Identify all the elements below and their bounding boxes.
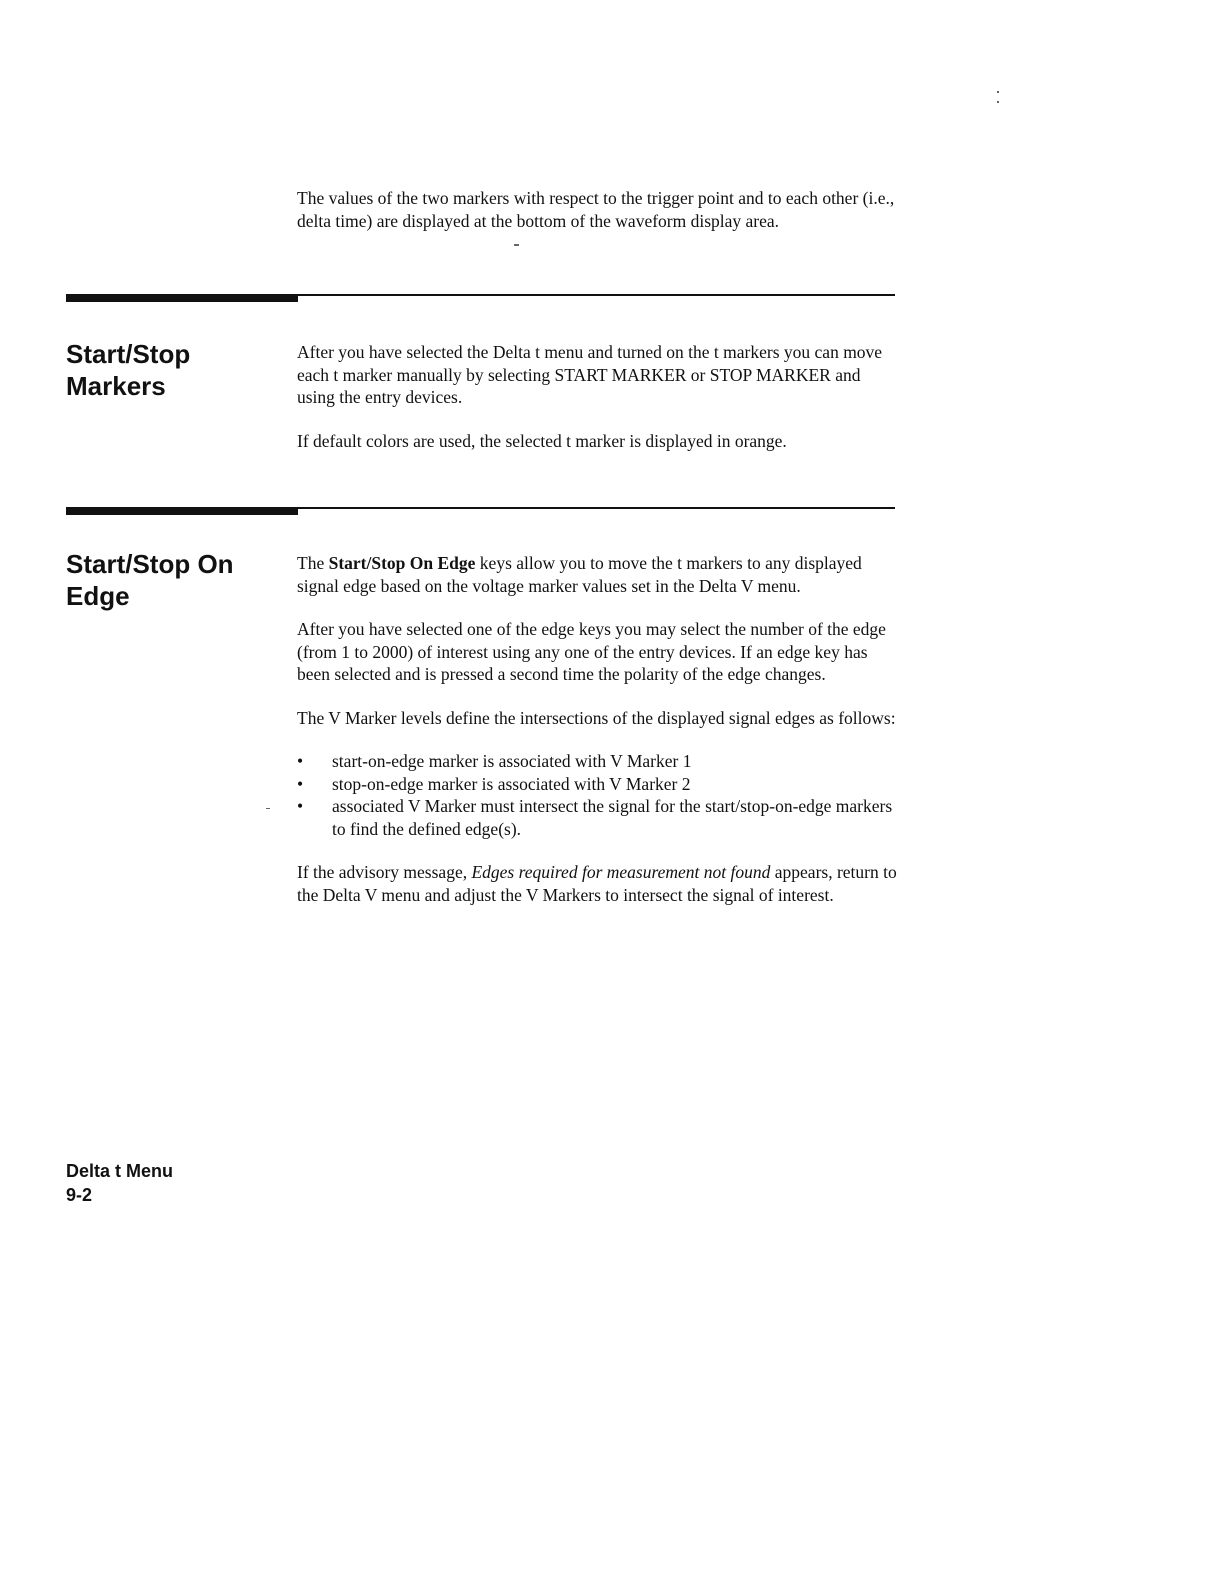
scan-speck [997,91,999,93]
p1-lead: The [297,553,329,573]
scan-speck [997,101,999,103]
list-item [297,773,897,796]
section-divider [66,294,895,302]
list-item [297,795,897,840]
section1-paragraph-2: If default colors are used, the selected t marker is displayed in orange. [297,430,787,451]
section-heading-start-stop-on-edge: Start/Stop On Edge [66,549,234,611]
divider-thick-bar [66,294,298,302]
intro-block [297,187,897,232]
bullet-icon: • [297,751,304,771]
bullet-icon: • [297,796,304,816]
intro-paragraph: The values of the two markers with respect to the trigger point and to each other (i.e., delta time) are displayed at the bottom of the waveform display area. [297,188,895,231]
footer-chapter-title: Delta t Menu [66,1161,174,1181]
section2-paragraph-4 [297,861,897,906]
section1-body [297,341,897,452]
section2-body [297,552,897,906]
list-item [297,750,897,773]
p4-lead: If the advisory message, [297,862,472,882]
p4-tail: appears, return to the Delta V menu and adjust the V Markers to intersect the signal of interest. [297,862,897,905]
section1-paragraph-1: After you have selected the Delta t menu and turned on the t markers you can move each t marker manually by selecting START MARKER or STOP MARKER and using the entry devices. [297,342,883,407]
section-divider [66,507,895,515]
key-name-start-stop-on-edge: Start/Stop On Edge [328,553,476,573]
divider-thin-line [298,294,895,296]
page-number: 9-2 [66,1185,93,1205]
bullet-icon: • [297,773,304,794]
section-heading-start-stop-markers: Start/Stop Markers [66,339,191,401]
section2-paragraph-3: The V Marker levels define the intersections of the displayed signal edges as follows: [297,707,896,728]
page-footer [66,1159,173,1207]
section2-paragraph-2: After you have selected one of the edge keys you may select the number of the edge (from 1 to 2000) of interest using any one of the entry devices. If an edge key has been selected and is pressed a second time the polarity of the edge changes. [297,619,886,684]
scan-speck [266,808,270,809]
divider-thick-bar [66,507,298,515]
p1-tail: keys allow you to move the t markers to any displayed signal edge based on the voltage marker values set in the Delta V menu. [297,553,862,596]
list-item-text: start-on-edge marker is associated with V Marker 1 [332,751,692,771]
divider-thin-line [298,507,895,509]
v-marker-bullet-list [297,750,897,840]
list-item-text: stop-on-edge marker is associated with V Marker 2 [332,773,691,794]
section2-paragraph-1 [297,552,897,597]
advisory-message: Edges required for measurement not found [471,862,771,882]
scan-speck [514,244,519,246]
list-item-text: associated V Marker must intersect the signal for the start/stop-on-edge markers to find the defined edge(s). [332,796,893,839]
